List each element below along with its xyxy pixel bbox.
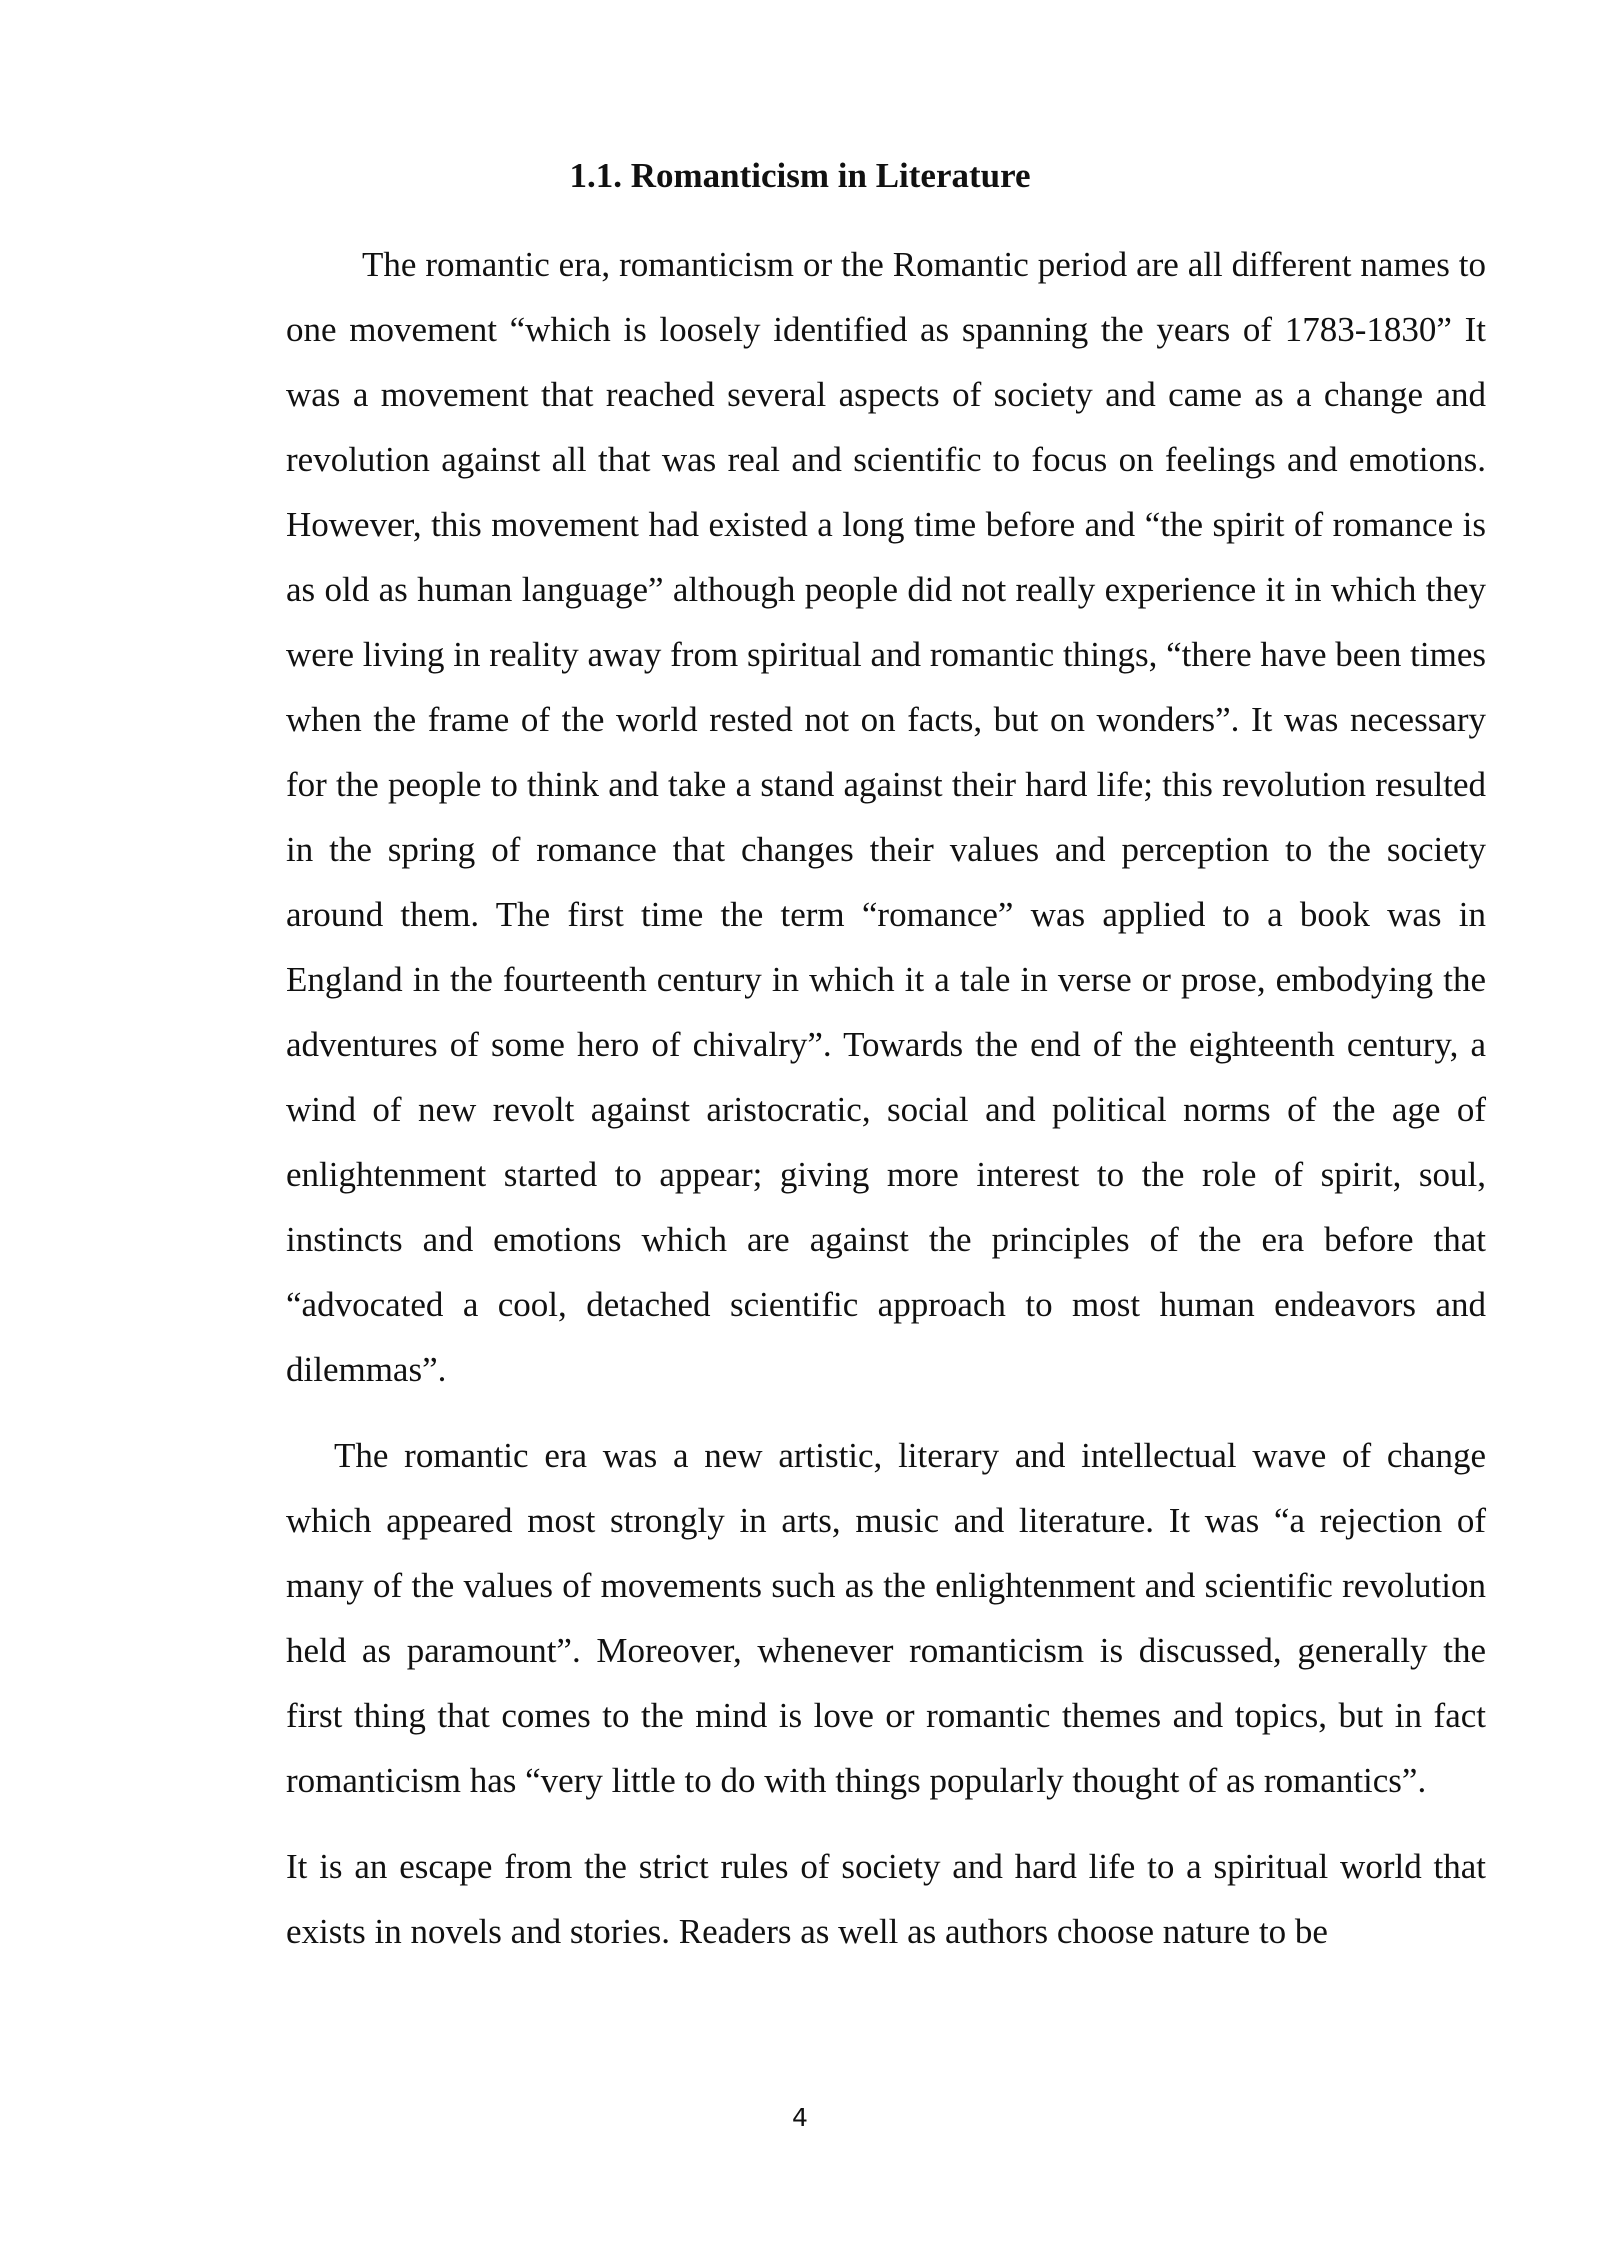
paragraph-3: It is an escape from the strict rules of society and hard life to a spiritual world that exists in novels and stories. Readers as well as authors choose nature to be xyxy=(286,1847,1486,1951)
paragraph-2: The romantic era was a new artistic, literary and intellectual wave of change which appeared most strongly in arts, music and literature. It was “a rejection of many of the values of movements such as the enlightenment and scientific revolution held as paramount”. Moreover, whenever romanticism is discussed, generally the first thing that comes to the mind is love or romantic themes and topics, but in fact romanticism has “very little to do with things popularly thought of as romantics”. xyxy=(286,1436,1486,1800)
body-text xyxy=(286,232,1486,1964)
paragraph-1: The romantic era, romanticism or the Romantic period are all different names to one movement “which is loosely identified as spanning the years of 1783-1830” It was a movement that reached several aspects of society and came as a change and revolution against all that was real and scientific to focus on feelings and emotions. However, this movement had existed a long time before and “the spirit of romance is as old as human language” although people did not really experience it in which they were living in reality away from spiritual and romantic things, “there have been times when the frame of the world rested not on facts, but on wonders”. It was necessary for the people to think and take a stand against their hard life; this revolution resulted in the spring of romance that changes their values and perception to the society around them. The first time the term “romance” was applied to a book was in England in the fourteenth century in which it a tale in verse or prose, embodying the adventures of some hero of chivalry”. Towards the end of the eighteenth century, a wind of new revolt against aristocratic, social and political norms of the age of enlightenment started to appear; giving more interest to the role of spirit, soul, instincts and emotions which are against the principles of the era before that “advocated a cool, detached scientific approach to most human endeavors and dilemmas”. xyxy=(286,245,1486,1389)
section-heading: 1.1. Romanticism in Literature xyxy=(569,156,1031,195)
page-number: 4 xyxy=(792,2103,808,2132)
